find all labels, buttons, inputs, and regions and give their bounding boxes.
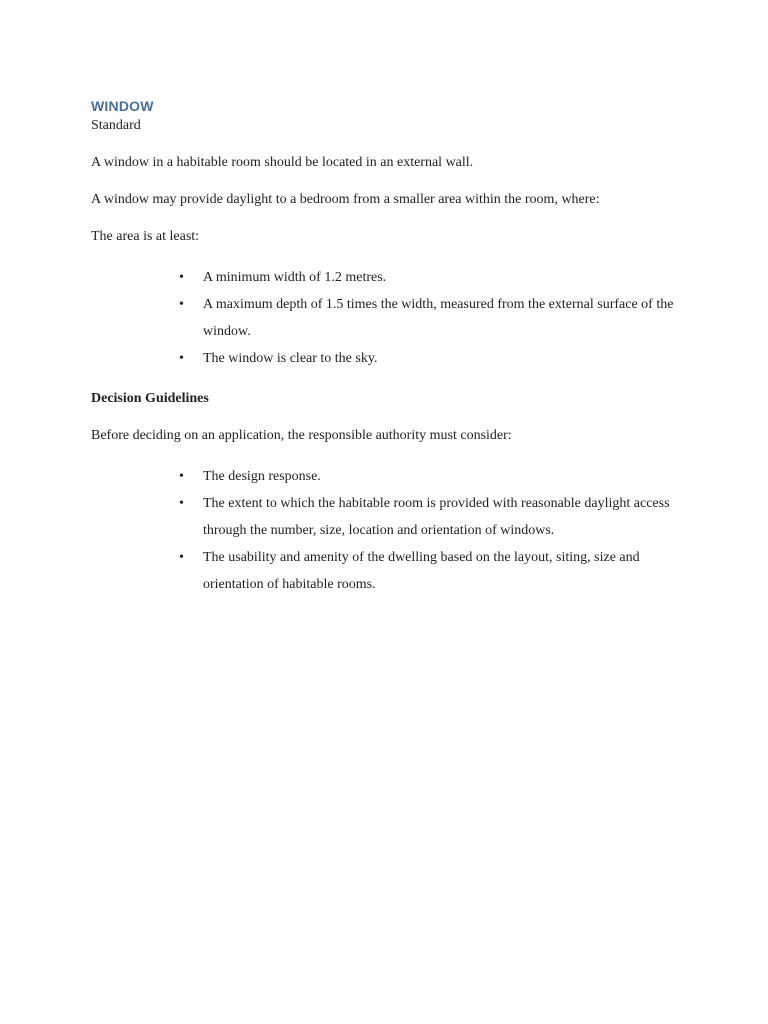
bullet-icon: • <box>179 469 184 484</box>
document-page <box>91 96 691 615</box>
list-item-text: The design response. <box>203 469 321 484</box>
paragraph-2: A window may provide daylight to a bedroom from a smaller area within the room, where: <box>91 192 600 207</box>
list-item-text: A maximum depth of 1.5 times the width, measured from the external surface of the window. <box>203 297 674 339</box>
bullet-icon: • <box>179 550 184 565</box>
guidelines-list <box>91 463 691 598</box>
list-item-text: A minimum width of 1.2 metres. <box>203 270 387 285</box>
list-item <box>179 345 691 372</box>
list-item-text: The extent to which the habitable room is provided with reasonable daylight access through the number, size, location and orientation of windows. <box>203 496 670 538</box>
list-item <box>179 264 691 291</box>
bullet-icon: • <box>179 270 184 285</box>
bullet-icon: • <box>179 351 184 366</box>
page-title: WINDOW <box>91 98 154 114</box>
page-subtitle: Standard <box>91 118 141 133</box>
list-item-text: The window is clear to the sky. <box>203 351 378 366</box>
list-item <box>179 463 691 490</box>
bullet-icon: • <box>179 297 184 312</box>
bullet-icon: • <box>179 496 184 511</box>
requirements-list <box>91 264 691 372</box>
paragraph-3: The area is at least: <box>91 229 200 244</box>
section-heading-decision-guidelines: Decision Guidelines <box>91 391 209 406</box>
paragraph-1: A window in a habitable room should be located in an external wall. <box>91 155 474 170</box>
list-item <box>179 544 691 598</box>
section-intro: Before deciding on an application, the responsible authority must consider: <box>91 428 512 443</box>
list-item <box>179 490 691 544</box>
list-item-text: The usability and amenity of the dwelling based on the layout, siting, size and orientation of habitable rooms. <box>203 550 640 592</box>
list-item <box>179 291 691 345</box>
